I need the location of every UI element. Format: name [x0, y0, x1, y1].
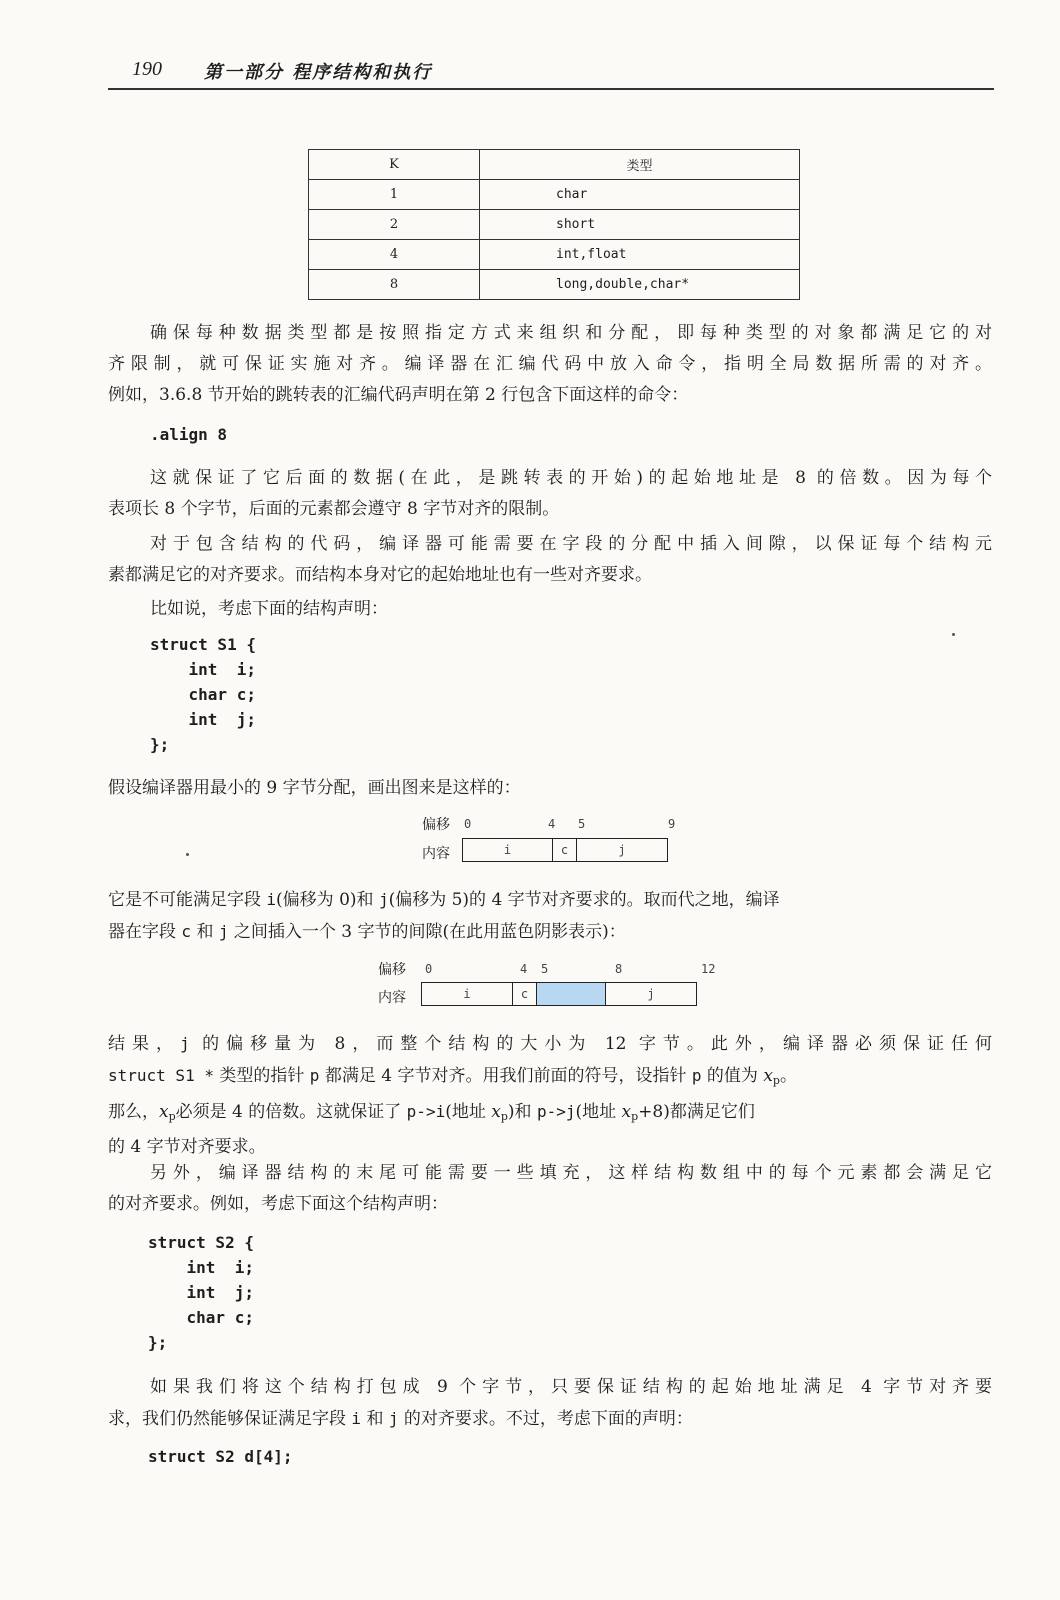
text-line: 确保每种数据类型都是按照指定方式来组织和分配，即每种类型的对象都满足它的对	[150, 323, 992, 343]
text-line: 的 4 字节对齐要求。	[108, 1137, 266, 1157]
text-line: 的对齐要求。例如，考虑下面这个结构声明：	[108, 1194, 448, 1214]
offset-value: 4	[520, 962, 528, 976]
paragraph-7	[108, 1028, 992, 1163]
offset-value: 0	[464, 817, 472, 831]
content-label: 内容	[422, 846, 450, 862]
text-line: struct S1 * 类型的指针 p 都满足 4 字节对齐。用我们前面的符号，设指针 p 的值为 $x_p$。	[108, 1066, 797, 1087]
table-header-k: K	[309, 150, 480, 180]
table-row	[309, 210, 800, 240]
field-cell-j: j	[605, 982, 697, 1006]
table-cell-k: 8	[309, 270, 480, 300]
offset-value: 0	[425, 962, 433, 976]
field-cell-c: c	[512, 982, 537, 1006]
text-line: 比如说，考虑下面的结构声明：	[150, 599, 388, 619]
text-line: 如果我们将这个结构打包成 9 个字节，只要保证结构的起始地址满足 4 字节对齐要	[150, 1377, 992, 1397]
table-cell-type: char	[480, 180, 800, 210]
table-cell-type: int,float	[480, 240, 800, 270]
code-struct-s1: struct S1 { int i; char c; int j; };	[150, 635, 256, 754]
text-line: 齐限制，就可保证实施对齐。编译器在汇编代码中放入命令，指明全局数据所需的对齐。	[108, 354, 992, 374]
scan-speck	[952, 633, 955, 636]
offset-value: 4	[548, 817, 556, 831]
alignment-table	[308, 149, 800, 300]
offset-value: 9	[668, 817, 676, 831]
page-number: 190	[132, 58, 162, 80]
text-line: 它是不可能满足字段 i(偏移为 0)和 j(偏移为 5)的 4 字节对齐要求的。取而代之地，编译	[108, 890, 780, 910]
running-header	[108, 54, 994, 90]
table-cell-k: 2	[309, 210, 480, 240]
text-line: 另外，编译器结构的末尾可能需要一些填充，这样结构数组中的每个元素都会满足它	[150, 1163, 992, 1183]
paragraph-5	[108, 773, 992, 804]
offset-label: 偏移	[378, 962, 406, 978]
text-line: 素都满足它的对齐要求。而结构本身对它的起始地址也有一些对齐要求。	[108, 565, 652, 585]
table-row	[309, 180, 800, 210]
paragraph-9	[108, 1372, 992, 1435]
chapter-title: 第一部分 程序结构和执行	[204, 62, 433, 83]
field-cell-i: i	[462, 838, 553, 862]
table-row	[309, 270, 800, 300]
text-line: 器在字段 c 和 j 之间插入一个 3 字节的间隙(在此用蓝色阴影表示)：	[108, 922, 626, 942]
paragraph-8	[108, 1158, 992, 1220]
field-cell-i: i	[421, 982, 513, 1006]
paragraph-3	[108, 529, 992, 591]
offset-value: 5	[578, 817, 586, 831]
paragraph-2	[108, 463, 992, 525]
text-line: 那么，$x_p$必须是 4 的倍数。这就保证了 p->i(地址 $x_p$)和 p->j(地址 $x_p+8$)都满足它们	[108, 1102, 755, 1123]
text-line: 对于包含结构的代码，编译器可能需要在字段的分配中插入间隙，以保证每个结构元	[150, 534, 992, 554]
offset-value: 8	[615, 962, 623, 976]
offset-label: 偏移	[422, 817, 450, 833]
table-header-type: 类型	[480, 150, 800, 180]
text-line: 这就保证了它后面的数据(在此，是跳转表的开始)的起始地址是 8 的倍数。因为每个	[150, 468, 992, 488]
paragraph-1	[108, 318, 992, 411]
field-cell-c: c	[552, 838, 577, 862]
layout-diagram-9-byte	[422, 814, 682, 870]
table-row	[309, 240, 800, 270]
code-struct-s2: struct S2 { int i; int j; char c; };	[148, 1233, 254, 1352]
code-struct-array: struct S2 d[4];	[148, 1447, 293, 1466]
text-line: 求，我们仍然能够保证满足字段 i 和 j 的对齐要求。不过，考虑下面的声明：	[108, 1409, 693, 1429]
text-line: 例如，3.6.8 节开始的跳转表的汇编代码声明在第 2 行包含下面这样的命令：	[108, 385, 689, 405]
padding-gap-cell	[536, 982, 606, 1006]
paragraph-4	[108, 594, 992, 625]
table-cell-k: 4	[309, 240, 480, 270]
offset-value: 5	[541, 962, 549, 976]
scan-speck	[186, 853, 189, 856]
code-align: .align 8	[150, 425, 228, 444]
offset-value: 12	[701, 962, 716, 976]
paragraph-6	[108, 884, 992, 948]
table-cell-type: long,double,char*	[480, 270, 800, 300]
table-cell-k: 1	[309, 180, 480, 210]
text-line: 假设编译器用最小的 9 字节分配，画出图来是这样的：	[108, 778, 521, 798]
text-line: 表项长 8 个字节，后面的元素都会遵守 8 字节对齐的限制。	[108, 499, 560, 519]
text-line: 结果，j 的偏移量为 8，而整个结构的大小为 12 字节。此外，编译器必须保证任何	[108, 1034, 993, 1054]
table-cell-type: short	[480, 210, 800, 240]
field-cell-j: j	[576, 838, 668, 862]
table-header-row	[309, 150, 800, 180]
layout-diagram-12-byte	[378, 959, 728, 1015]
content-label: 内容	[378, 990, 406, 1006]
